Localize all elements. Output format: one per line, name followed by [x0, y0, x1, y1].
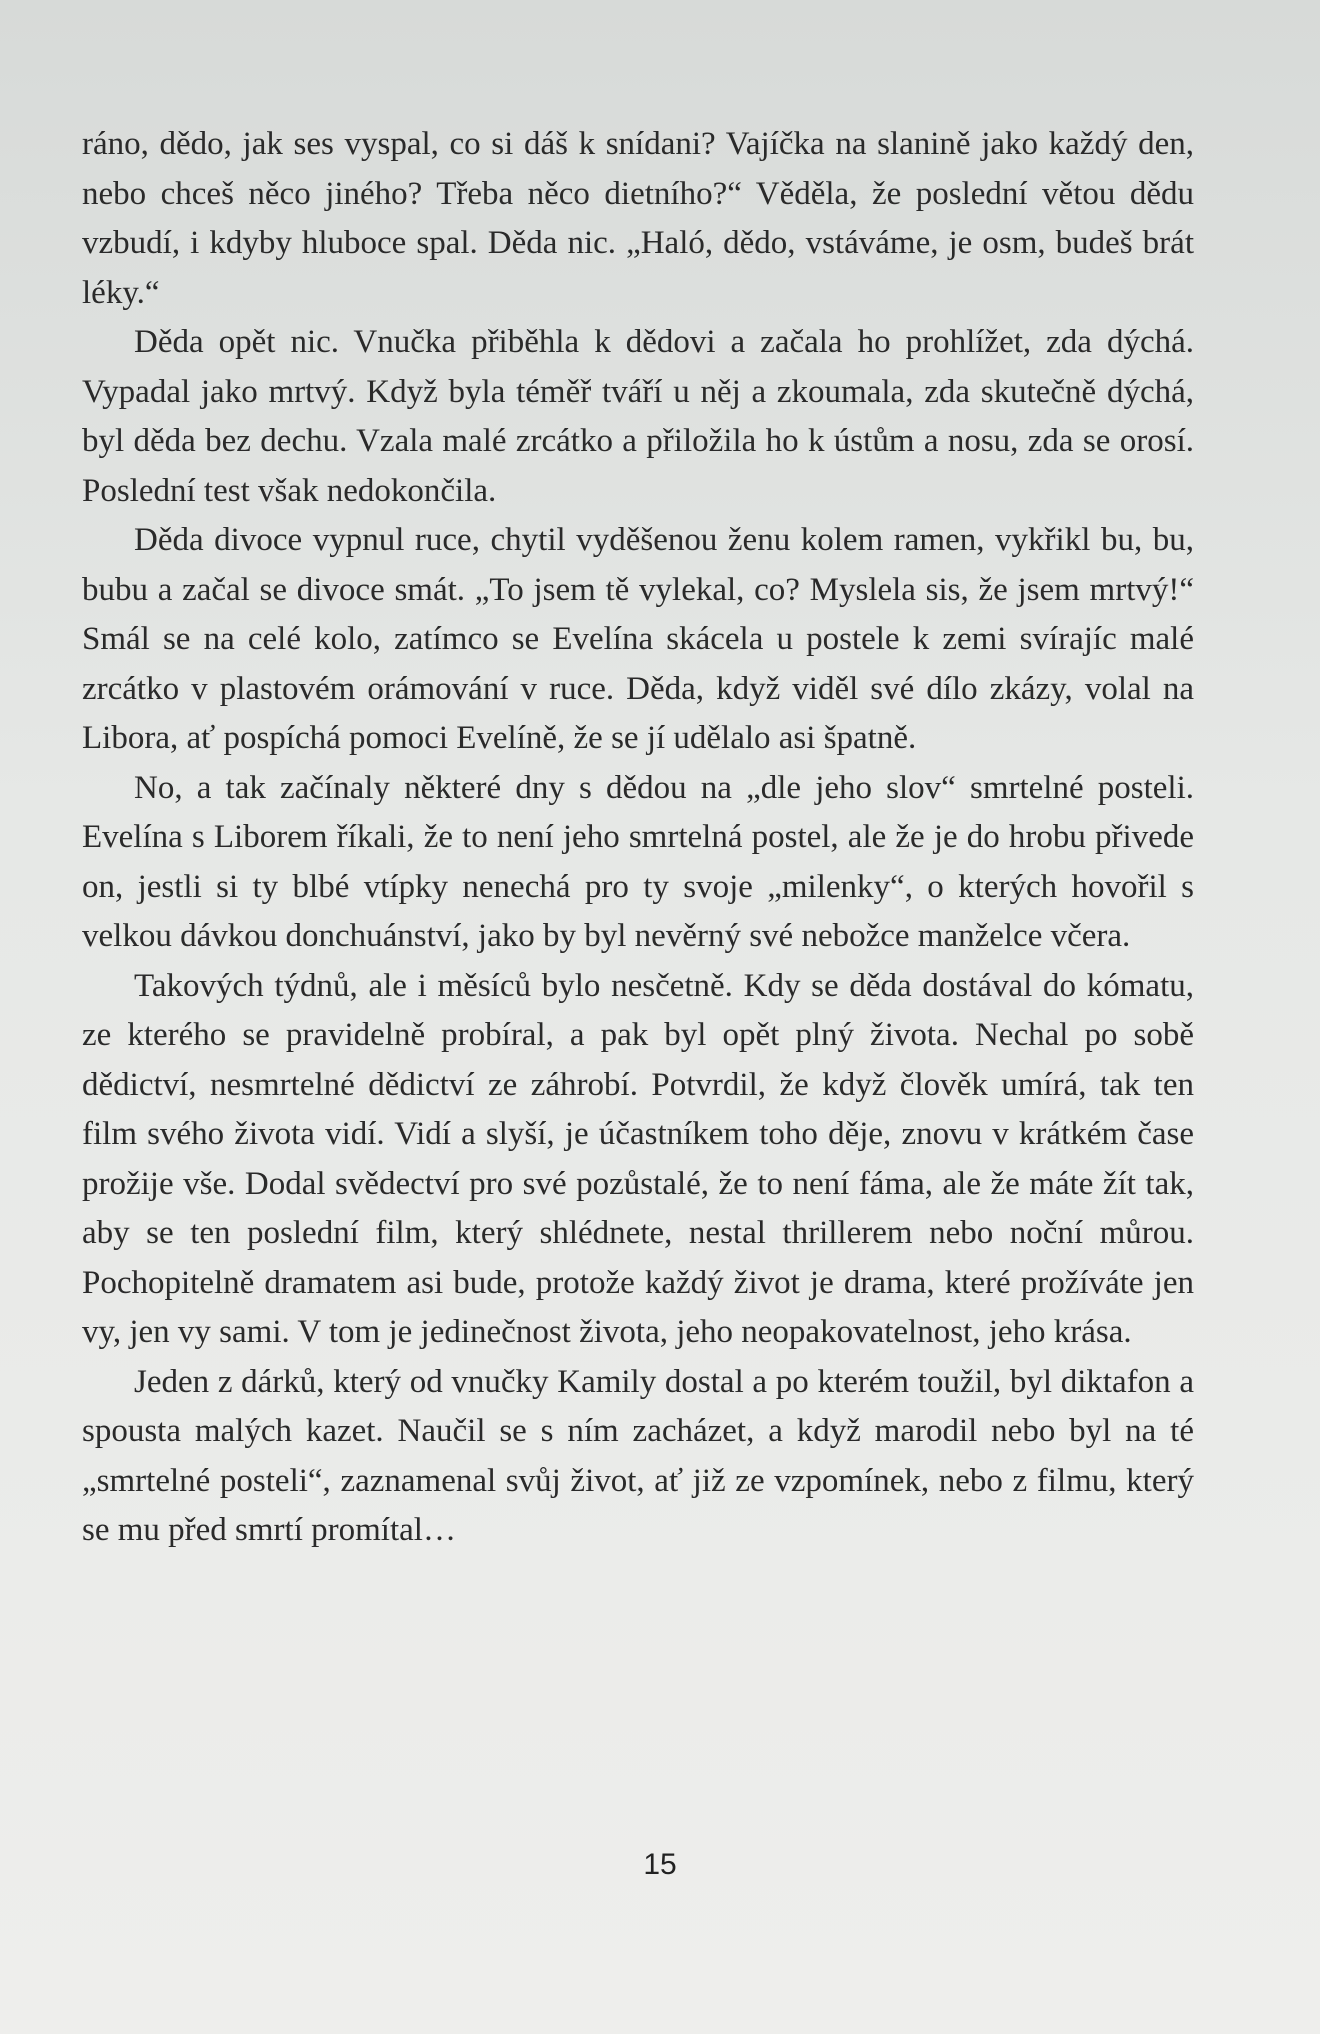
page-number: 15 [643, 1848, 677, 1881]
paragraph: Děda divoce vypnul ruce, chytil vyděšenou ženu kolem ramen, vykřikl bu, bu, bubu a začal se divoce smát. „To jsem tě vylekal, co? Myslela sis, že jsem mrtvý!“ Smál se na celé kolo, zatímco se Evelína skácela u postele k zemi svírajíc malé zrcátko v plastovém orámování v ruce. Děda, když viděl své dílo zkázy, volal na Libora, ať pospíchá pomoci Evelíně, že se jí udělalo asi špatně. [82, 522, 1194, 756]
paragraph: ráno, dědo, jak ses vyspal, co si dáš k snídani? Vajíčka na slanině jako každý den, nebo chceš něco jiného? Třeba něco dietního?“ Věděla, že poslední větou dědu vzbudí, i kdyby hluboce spal. Děda nic. „Haló, dědo, vstáváme, je osm, budeš brát léky.“ [82, 126, 1194, 311]
paragraph: Takových týdnů, ale i měsíců bylo nesčetně. Kdy se děda dostával do kómatu, ze kterého se pravidelně probíral, a pak byl opět plný života. Nechal po sobě dědictví, nesmrtelné dědictví ze záhrobí. Potvrdil, že když člověk umírá, tak ten film svého života vidí. Vidí a slyší, je účastníkem toho děje, znovu v krátkém čase prožije vše. Dodal svědectví pro své pozůstalé, že to není fáma, ale že máte žít tak, aby se ten poslední film, který shlédnete, nestal thrillerem nebo noční můrou. Pochopitelně dramatem asi bude, protože každý život je drama, které prožíváte jen vy, jen vy sami. V tom je jedinečnost života, jeho neopakovatelnost, jeho krása. [82, 967, 1194, 1350]
paragraph: Jeden z dárků, který od vnučky Kamily dostal a po kterém toužil, byl diktafon a spousta malých kazet. Naučil se s ním zacházet, a když marodil nebo byl na té „smrtelné posteli“, zaznamenal svůj život, ať již ze vzpomínek, nebo z filmu, který se mu před smrtí promítal… [82, 1363, 1194, 1548]
body-text [82, 120, 1194, 1556]
paragraph: Děda opět nic. Vnučka přiběhla k dědovi a začala ho prohlížet, zda dýchá. Vypadal jako mrtvý. Když byla téměř tváří u něj a zkoumala, zda skutečně dýchá, byl děda bez dechu. Vzala malé zrcátko a přiložila ho k ústům a nosu, zda se orosí. Poslední test však nedokončila. [82, 324, 1194, 509]
paragraph: No, a tak začínaly některé dny s dědou na „dle jeho slov“ smrtelné posteli. Evelína s Liborem říkali, že to není jeho smrtelná postel, ale že je do hrobu přivede on, jestli si ty blbé vtípky nenechá pro ty svoje „milenky“, o kterých hovořil s velkou dávkou donchuánství, jako by byl nevěrný své nebožce manželce včera. [82, 769, 1194, 954]
